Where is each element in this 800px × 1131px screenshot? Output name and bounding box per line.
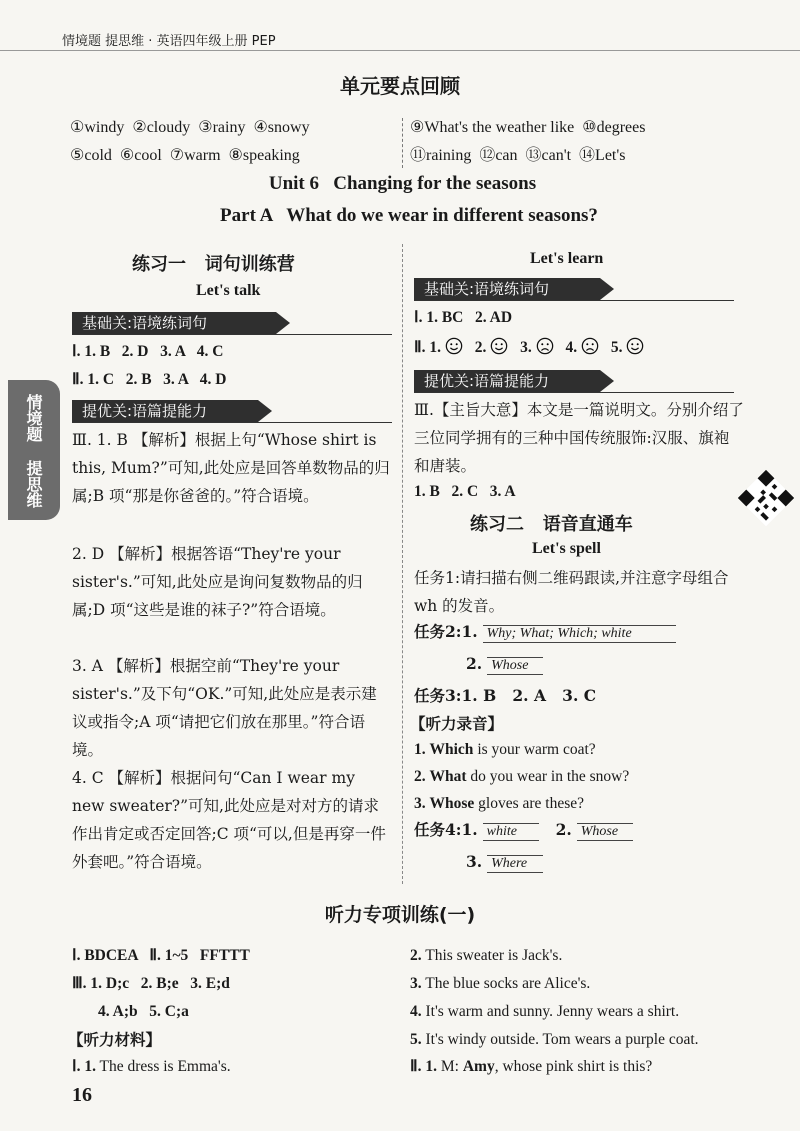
page-number: 16 <box>72 1084 92 1106</box>
left-question-1: Ⅲ. 1. B 【解析】根据上句“Whose shirt is this, Mum?”可知,此处应是回答单数物品的归属;B 项“那是你爸爸的。”符合语境。 <box>72 431 390 505</box>
column-divider <box>402 244 403 884</box>
review-row2-right: ⑪raining ⑫can ⑬can't ⑭Let's <box>410 147 626 164</box>
qr-code-icon <box>738 470 795 527</box>
face-label-2: 2. <box>474 339 487 356</box>
review-row2-left: ⑤cold ⑥cool ⑦warm ⑧speaking <box>70 147 300 164</box>
header-title: 情境题 提思维 · 英语四年级上册 PEP <box>62 34 276 49</box>
r4-num: 5. <box>410 1031 422 1048</box>
r1-text: This sweater is Jack's. <box>421 947 563 964</box>
right-faces-row <box>414 337 644 358</box>
exercise1-title: 练习一 词句训练营 <box>132 254 295 275</box>
header-rule <box>0 50 800 51</box>
rec3-num: 3. <box>414 795 426 812</box>
left-advanced-banner: 提优关:语篇提能力 <box>72 400 258 422</box>
face-label-4: 4. <box>565 339 578 356</box>
task2-answer-2: Whose <box>487 657 543 675</box>
rec1-bold: Which <box>429 741 474 758</box>
rec3-rest: gloves are these? <box>474 795 585 812</box>
listening-right-4 <box>410 1030 699 1050</box>
r4-text: It's windy outside. Tom wears a purple coat. <box>421 1031 699 1048</box>
r5-text: M: <box>437 1058 463 1075</box>
review-title: 单元要点回顾 <box>340 74 460 98</box>
right-advanced-banner: 提优关:语篇提能力 <box>414 370 600 392</box>
lets-talk-heading: Let's talk <box>196 282 261 299</box>
review-row1-right: ⑨What's the weather like ⑩degrees <box>410 119 646 136</box>
recording-3 <box>414 794 584 814</box>
sad-face-icon <box>581 337 599 355</box>
side-tab-line1: 情境题 <box>24 394 43 442</box>
task2-label: 任务2:1. <box>414 622 478 641</box>
task2-label-2: 2. <box>466 654 483 673</box>
right-answers-3: 1. B 2. C 3. A <box>414 483 516 500</box>
review-row1-left: ①windy ②cloudy ③rainy ④snowy <box>70 119 310 136</box>
recording-2 <box>414 767 629 787</box>
task4-row2 <box>466 852 543 873</box>
lets-learn-heading: Let's learn <box>530 250 604 267</box>
side-tab <box>8 380 60 520</box>
task3-answers: 任务3:1. B 2. A 3. C <box>414 686 597 705</box>
happy-face-icon <box>490 337 508 355</box>
r3-num: 4. <box>410 1003 422 1020</box>
happy-face-icon <box>445 337 463 355</box>
left-question-3: 3. A 【解析】根据空前“They're your sister's.”及下句“OK.”可知,此处应是表示建议或指令;A 项“请把它们放在那里。”符合语境。 <box>72 657 377 759</box>
r5-bold: Amy <box>462 1058 495 1075</box>
r2-text: The blue socks are Alice's. <box>421 975 591 992</box>
rec1-rest: is your warm coat? <box>473 741 596 758</box>
right-advanced-rule <box>414 392 734 393</box>
task4-label: 任务4:1. <box>414 820 478 839</box>
left-basic-banner: 基础关:语境练词句 <box>72 312 276 334</box>
task4-answer-1: white <box>483 823 539 841</box>
left-basic-rule <box>72 334 392 335</box>
left-advanced-rule <box>72 422 392 423</box>
listening-material-label: 【听力材料】 <box>68 1030 162 1049</box>
listening-left-1: Ⅰ. BDCEA Ⅱ. 1~5 FFTTT <box>72 947 250 964</box>
task4-answer-3: Where <box>487 855 543 873</box>
r2-num: 3. <box>410 975 422 992</box>
face-label-5: 5. <box>610 339 623 356</box>
right-basic-rule <box>414 300 734 301</box>
side-tab-line2: 提思维 <box>24 460 43 508</box>
listening-right-3 <box>410 1002 679 1022</box>
rec2-num: 2. <box>414 768 426 785</box>
happy-face-icon <box>626 337 644 355</box>
task2-row2 <box>466 654 543 675</box>
faces-prefix: Ⅱ. 1. <box>414 339 442 356</box>
rec1-num: 1. <box>414 741 426 758</box>
listening-right-2 <box>410 974 590 994</box>
lets-spell-heading: Let's spell <box>532 540 601 557</box>
r1-num: 2. <box>410 947 422 964</box>
task4-label-3: 3. <box>466 852 483 871</box>
rec3-bold: Whose <box>429 795 475 812</box>
task2-answer-1: Why; What; Which; white <box>483 625 676 643</box>
right-basic-banner: 基础关:语境练词句 <box>414 278 600 300</box>
task4-label-2: 2. <box>555 820 572 839</box>
recording-1 <box>414 740 596 760</box>
exercise2-title: 练习二 语音直通车 <box>470 514 633 535</box>
r5-rest: , whose pink shirt is this? <box>494 1058 653 1075</box>
rec2-rest: do you wear in the snow? <box>466 768 630 785</box>
listening-right-5 <box>410 1057 652 1077</box>
left-answers-1: Ⅰ. 1. B 2. D 3. A 4. C <box>72 343 224 360</box>
recording-label: 【听力录音】 <box>410 714 504 733</box>
face-label-3: 3. <box>520 339 532 356</box>
part-title: Part A What do we wear in different seasons? <box>220 205 598 226</box>
left-answers-2: Ⅱ. 1. C 2. B 3. A 4. D <box>72 371 227 388</box>
l4-num: Ⅰ. 1. <box>72 1058 96 1075</box>
right-answers-1: Ⅰ. 1. BC 2. AD <box>414 309 513 326</box>
left-question-2: 2. D 【解析】根据答语“They're your sister's.”可知,此处应是询问复数物品的归属;D 项“这些是谁的袜子?”符合语境。 <box>72 545 363 619</box>
task4-answer-2: Whose <box>577 823 633 841</box>
l4-text: The dress is Emma's. <box>95 1058 231 1075</box>
listening-left-2: Ⅲ. 1. D;c 2. B;e 3. E;d <box>72 975 230 992</box>
r5-num: Ⅱ. 1. <box>410 1058 438 1075</box>
task1-text: 任务1:请扫描右侧二维码跟读,并注意字母组合 wh 的发音。 <box>414 569 729 615</box>
task4-row1 <box>414 820 633 841</box>
left-question-4: 4. C 【解析】根据问句“Can I wear my new sweater?”可知,此处应是对对方的请求作出肯定或否定回答;C 项“可以,但是再穿一件外套吧。”符合语境。 <box>72 769 386 871</box>
listening-title: 听力专项训练(一) <box>324 904 476 926</box>
right-main-idea: Ⅲ.【主旨大意】本文是一篇说明文。分别介绍了三位同学拥有的三种中国传统服饰:汉服、旗袍和唐装。 <box>414 401 744 475</box>
listening-right-1 <box>410 946 562 966</box>
r3-text: It's warm and sunny. Jenny wears a shirt. <box>421 1003 680 1020</box>
listening-left-3: 4. A;b 5. C;a <box>98 1003 189 1020</box>
rec2-bold: What <box>429 768 467 785</box>
sad-face-icon <box>536 337 554 355</box>
task2-row1 <box>414 622 676 643</box>
listening-left-4 <box>72 1057 231 1077</box>
unit-title: Unit 6 Changing for the seasons <box>268 173 537 194</box>
review-divider <box>402 118 403 168</box>
